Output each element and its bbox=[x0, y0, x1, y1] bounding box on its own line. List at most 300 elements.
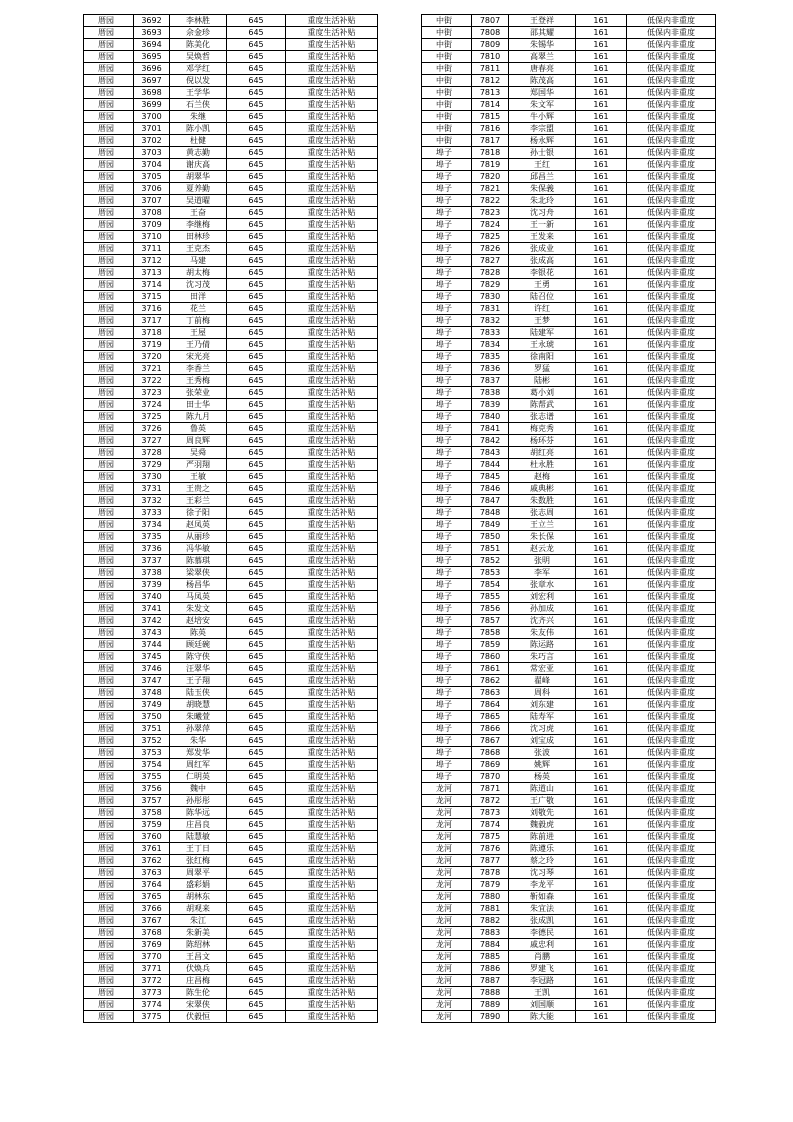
table-row bbox=[422, 615, 716, 627]
name-cell: 王乃倩 bbox=[170, 339, 227, 351]
name-cell: 陈帮武 bbox=[509, 399, 576, 411]
table-row bbox=[84, 843, 378, 855]
amount-cell: 161 bbox=[576, 111, 627, 123]
table-row bbox=[422, 111, 716, 123]
name-cell: 周良辉 bbox=[170, 435, 227, 447]
type-cell: 低保内非重度 bbox=[627, 435, 716, 447]
name-cell: 赵云龙 bbox=[509, 543, 576, 555]
town-cell: 埠子 bbox=[422, 183, 472, 195]
id-cell: 7874 bbox=[472, 819, 509, 831]
table-row bbox=[422, 375, 716, 387]
id-cell: 7880 bbox=[472, 891, 509, 903]
town-cell: 埠子 bbox=[422, 495, 472, 507]
id-cell: 7875 bbox=[472, 831, 509, 843]
amount-cell: 161 bbox=[576, 867, 627, 879]
town-cell: 龙河 bbox=[422, 795, 472, 807]
name-cell: 杨永辉 bbox=[509, 135, 576, 147]
id-cell: 7866 bbox=[472, 723, 509, 735]
name-cell: 梁翠侠 bbox=[170, 567, 227, 579]
id-cell: 3712 bbox=[134, 255, 170, 267]
table-row bbox=[422, 579, 716, 591]
table-row bbox=[84, 351, 378, 363]
type-cell: 重度生活补贴 bbox=[286, 579, 378, 591]
id-cell: 3747 bbox=[134, 675, 170, 687]
table-row bbox=[422, 627, 716, 639]
type-cell: 低保内非重度 bbox=[627, 939, 716, 951]
id-cell: 3728 bbox=[134, 447, 170, 459]
table-row bbox=[422, 591, 716, 603]
name-cell: 陆彬 bbox=[509, 375, 576, 387]
amount-cell: 161 bbox=[576, 855, 627, 867]
table-row bbox=[422, 711, 716, 723]
type-cell: 重度生活补贴 bbox=[286, 147, 378, 159]
table-row bbox=[422, 543, 716, 555]
table-row bbox=[422, 399, 716, 411]
table-row bbox=[422, 891, 716, 903]
table-row bbox=[84, 315, 378, 327]
type-cell: 重度生活补贴 bbox=[286, 495, 378, 507]
table-row bbox=[422, 435, 716, 447]
name-cell: 陆建军 bbox=[509, 327, 576, 339]
id-cell: 3738 bbox=[134, 567, 170, 579]
id-cell: 7854 bbox=[472, 579, 509, 591]
type-cell: 低保内非重度 bbox=[627, 63, 716, 75]
town-cell: 埠子 bbox=[422, 351, 472, 363]
amount-cell: 645 bbox=[227, 207, 286, 219]
type-cell: 低保内非重度 bbox=[627, 963, 716, 975]
name-cell: 张波 bbox=[509, 747, 576, 759]
town-cell: 厝园 bbox=[84, 915, 134, 927]
type-cell: 重度生活补贴 bbox=[286, 867, 378, 879]
amount-cell: 645 bbox=[227, 495, 286, 507]
id-cell: 7808 bbox=[472, 27, 509, 39]
table-row bbox=[84, 195, 378, 207]
id-cell: 7842 bbox=[472, 435, 509, 447]
id-cell: 7818 bbox=[472, 147, 509, 159]
type-cell: 重度生活补贴 bbox=[286, 507, 378, 519]
table-row bbox=[84, 891, 378, 903]
name-cell: 王克杰 bbox=[170, 243, 227, 255]
table-row bbox=[422, 783, 716, 795]
name-cell: 谢庆高 bbox=[170, 159, 227, 171]
town-cell: 埠子 bbox=[422, 363, 472, 375]
id-cell: 3717 bbox=[134, 315, 170, 327]
name-cell: 王永琥 bbox=[509, 339, 576, 351]
type-cell: 重度生活补贴 bbox=[286, 747, 378, 759]
amount-cell: 161 bbox=[576, 279, 627, 291]
table-row bbox=[422, 795, 716, 807]
type-cell: 重度生活补贴 bbox=[286, 699, 378, 711]
table-row bbox=[422, 735, 716, 747]
id-cell: 7852 bbox=[472, 555, 509, 567]
table-row bbox=[84, 735, 378, 747]
id-cell: 7828 bbox=[472, 267, 509, 279]
id-cell: 7813 bbox=[472, 87, 509, 99]
table-row bbox=[84, 135, 378, 147]
table-row bbox=[422, 279, 716, 291]
type-cell: 重度生活补贴 bbox=[286, 939, 378, 951]
type-cell: 重度生活补贴 bbox=[286, 303, 378, 315]
town-cell: 厝园 bbox=[84, 447, 134, 459]
type-cell: 重度生活补贴 bbox=[286, 39, 378, 51]
table-row bbox=[422, 87, 716, 99]
type-cell: 重度生活补贴 bbox=[286, 399, 378, 411]
amount-cell: 645 bbox=[227, 747, 286, 759]
amount-cell: 645 bbox=[227, 699, 286, 711]
type-cell: 重度生活补贴 bbox=[286, 903, 378, 915]
name-cell: 王勇 bbox=[509, 279, 576, 291]
amount-cell: 645 bbox=[227, 315, 286, 327]
name-cell: 李宗盟 bbox=[509, 123, 576, 135]
town-cell: 埠子 bbox=[422, 651, 472, 663]
town-cell: 厝园 bbox=[84, 987, 134, 999]
amount-cell: 645 bbox=[227, 927, 286, 939]
amount-cell: 645 bbox=[227, 975, 286, 987]
id-cell: 7840 bbox=[472, 411, 509, 423]
amount-cell: 161 bbox=[576, 903, 627, 915]
type-cell: 低保内非重度 bbox=[627, 987, 716, 999]
town-cell: 中街 bbox=[422, 63, 472, 75]
town-cell: 中街 bbox=[422, 39, 472, 51]
town-cell: 中街 bbox=[422, 111, 472, 123]
id-cell: 7845 bbox=[472, 471, 509, 483]
town-cell: 埠子 bbox=[422, 483, 472, 495]
table-row bbox=[422, 759, 716, 771]
type-cell: 重度生活补贴 bbox=[286, 543, 378, 555]
town-cell: 埠子 bbox=[422, 579, 472, 591]
id-cell: 7883 bbox=[472, 927, 509, 939]
table-row bbox=[422, 519, 716, 531]
id-cell: 7831 bbox=[472, 303, 509, 315]
type-cell: 重度生活补贴 bbox=[286, 351, 378, 363]
id-cell: 3745 bbox=[134, 651, 170, 663]
amount-cell: 161 bbox=[576, 699, 627, 711]
amount-cell: 645 bbox=[227, 651, 286, 663]
type-cell: 重度生活补贴 bbox=[286, 795, 378, 807]
type-cell: 重度生活补贴 bbox=[286, 447, 378, 459]
town-cell: 厝园 bbox=[84, 399, 134, 411]
name-cell: 沈习舟 bbox=[509, 207, 576, 219]
amount-cell: 645 bbox=[227, 15, 286, 27]
id-cell: 3721 bbox=[134, 363, 170, 375]
type-cell: 低保内非重度 bbox=[627, 231, 716, 243]
name-cell: 张成业 bbox=[509, 243, 576, 255]
name-cell: 沈习茂 bbox=[170, 279, 227, 291]
type-cell: 低保内非重度 bbox=[627, 699, 716, 711]
type-cell: 低保内非重度 bbox=[627, 567, 716, 579]
amount-cell: 645 bbox=[227, 483, 286, 495]
name-cell: 张志周 bbox=[509, 507, 576, 519]
name-cell: 赵凤英 bbox=[170, 519, 227, 531]
table-row bbox=[84, 963, 378, 975]
town-cell: 埠子 bbox=[422, 255, 472, 267]
id-cell: 7823 bbox=[472, 207, 509, 219]
id-cell: 7861 bbox=[472, 663, 509, 675]
table-row bbox=[84, 927, 378, 939]
type-cell: 低保内非重度 bbox=[627, 759, 716, 771]
town-cell: 厝园 bbox=[84, 279, 134, 291]
name-cell: 邱昌兰 bbox=[509, 171, 576, 183]
id-cell: 3764 bbox=[134, 879, 170, 891]
amount-cell: 645 bbox=[227, 891, 286, 903]
name-cell: 朱文军 bbox=[509, 99, 576, 111]
amount-cell: 645 bbox=[227, 411, 286, 423]
amount-cell: 645 bbox=[227, 807, 286, 819]
town-cell: 厝园 bbox=[84, 555, 134, 567]
table-row bbox=[422, 183, 716, 195]
type-cell: 低保内非重度 bbox=[627, 519, 716, 531]
amount-cell: 161 bbox=[576, 975, 627, 987]
name-cell: 田林珍 bbox=[170, 231, 227, 243]
id-cell: 7857 bbox=[472, 615, 509, 627]
town-cell: 厝园 bbox=[84, 123, 134, 135]
table-row bbox=[422, 315, 716, 327]
amount-cell: 161 bbox=[576, 663, 627, 675]
type-cell: 低保内非重度 bbox=[627, 75, 716, 87]
table-row bbox=[84, 831, 378, 843]
id-cell: 3725 bbox=[134, 411, 170, 423]
type-cell: 低保内非重度 bbox=[627, 399, 716, 411]
amount-cell: 645 bbox=[227, 531, 286, 543]
type-cell: 低保内非重度 bbox=[627, 219, 716, 231]
town-cell: 厝园 bbox=[84, 171, 134, 183]
id-cell: 3708 bbox=[134, 207, 170, 219]
name-cell: 周红军 bbox=[170, 759, 227, 771]
id-cell: 7863 bbox=[472, 687, 509, 699]
table-row bbox=[84, 591, 378, 603]
amount-cell: 645 bbox=[227, 291, 286, 303]
type-cell: 低保内非重度 bbox=[627, 831, 716, 843]
table-row bbox=[422, 699, 716, 711]
type-cell: 低保内非重度 bbox=[627, 123, 716, 135]
type-cell: 低保内非重度 bbox=[627, 243, 716, 255]
amount-cell: 161 bbox=[576, 951, 627, 963]
id-cell: 3701 bbox=[134, 123, 170, 135]
id-cell: 7890 bbox=[472, 1011, 509, 1023]
name-cell: 王奋 bbox=[170, 207, 227, 219]
id-cell: 7838 bbox=[472, 387, 509, 399]
amount-cell: 161 bbox=[576, 831, 627, 843]
name-cell: 赵梅 bbox=[509, 471, 576, 483]
type-cell: 重度生活补贴 bbox=[286, 87, 378, 99]
name-cell: 高翠兰 bbox=[509, 51, 576, 63]
amount-cell: 161 bbox=[576, 63, 627, 75]
table-row bbox=[84, 363, 378, 375]
type-cell: 重度生活补贴 bbox=[286, 555, 378, 567]
amount-cell: 645 bbox=[227, 39, 286, 51]
amount-cell: 645 bbox=[227, 1011, 286, 1023]
type-cell: 重度生活补贴 bbox=[286, 891, 378, 903]
type-cell: 低保内非重度 bbox=[627, 147, 716, 159]
table-row bbox=[84, 15, 378, 27]
type-cell: 重度生活补贴 bbox=[286, 363, 378, 375]
name-cell: 李香兰 bbox=[170, 363, 227, 375]
table-row bbox=[422, 39, 716, 51]
name-cell: 邵其耀 bbox=[509, 27, 576, 39]
id-cell: 7849 bbox=[472, 519, 509, 531]
table-row bbox=[422, 195, 716, 207]
town-cell: 埠子 bbox=[422, 399, 472, 411]
name-cell: 赵培安 bbox=[170, 615, 227, 627]
type-cell: 重度生活补贴 bbox=[286, 687, 378, 699]
type-cell: 重度生活补贴 bbox=[286, 1011, 378, 1023]
name-cell: 王红 bbox=[509, 159, 576, 171]
id-cell: 7807 bbox=[472, 15, 509, 27]
table-row bbox=[84, 903, 378, 915]
type-cell: 重度生活补贴 bbox=[286, 51, 378, 63]
name-cell: 陈茂高 bbox=[509, 75, 576, 87]
table-row bbox=[84, 171, 378, 183]
id-cell: 3700 bbox=[134, 111, 170, 123]
id-cell: 7855 bbox=[472, 591, 509, 603]
type-cell: 重度生活补贴 bbox=[286, 279, 378, 291]
town-cell: 埠子 bbox=[422, 471, 472, 483]
amount-cell: 161 bbox=[576, 75, 627, 87]
town-cell: 厝园 bbox=[84, 303, 134, 315]
table-row bbox=[422, 555, 716, 567]
town-cell: 埠子 bbox=[422, 711, 472, 723]
name-cell: 刘国顺 bbox=[509, 999, 576, 1011]
table-row bbox=[422, 855, 716, 867]
name-cell: 陈小凯 bbox=[170, 123, 227, 135]
name-cell: 沈齐兴 bbox=[509, 615, 576, 627]
id-cell: 7888 bbox=[472, 987, 509, 999]
name-cell: 张成高 bbox=[509, 255, 576, 267]
id-cell: 3730 bbox=[134, 471, 170, 483]
town-cell: 中街 bbox=[422, 123, 472, 135]
id-cell: 3770 bbox=[134, 951, 170, 963]
town-cell: 厝园 bbox=[84, 951, 134, 963]
town-cell: 埠子 bbox=[422, 159, 472, 171]
amount-cell: 645 bbox=[227, 603, 286, 615]
id-cell: 7821 bbox=[472, 183, 509, 195]
town-cell: 埠子 bbox=[422, 279, 472, 291]
type-cell: 重度生活补贴 bbox=[286, 267, 378, 279]
id-cell: 7815 bbox=[472, 111, 509, 123]
id-cell: 7809 bbox=[472, 39, 509, 51]
type-cell: 低保内非重度 bbox=[627, 387, 716, 399]
amount-cell: 645 bbox=[227, 219, 286, 231]
type-cell: 低保内非重度 bbox=[627, 795, 716, 807]
town-cell: 龙河 bbox=[422, 867, 472, 879]
name-cell: 李银花 bbox=[509, 267, 576, 279]
type-cell: 低保内非重度 bbox=[627, 627, 716, 639]
table-row bbox=[422, 939, 716, 951]
id-cell: 3744 bbox=[134, 639, 170, 651]
town-cell: 龙河 bbox=[422, 975, 472, 987]
id-cell: 3769 bbox=[134, 939, 170, 951]
type-cell: 低保内非重度 bbox=[627, 375, 716, 387]
id-cell: 3727 bbox=[134, 435, 170, 447]
id-cell: 7858 bbox=[472, 627, 509, 639]
id-cell: 7878 bbox=[472, 867, 509, 879]
name-cell: 王立兰 bbox=[509, 519, 576, 531]
name-cell: 王广敬 bbox=[509, 795, 576, 807]
id-cell: 7848 bbox=[472, 507, 509, 519]
table-row bbox=[84, 207, 378, 219]
type-cell: 重度生活补贴 bbox=[286, 663, 378, 675]
amount-cell: 161 bbox=[576, 423, 627, 435]
town-cell: 厝园 bbox=[84, 615, 134, 627]
amount-cell: 161 bbox=[576, 999, 627, 1011]
table-row bbox=[422, 723, 716, 735]
amount-cell: 645 bbox=[227, 759, 286, 771]
name-cell: 马建 bbox=[170, 255, 227, 267]
id-cell: 7869 bbox=[472, 759, 509, 771]
id-cell: 7839 bbox=[472, 399, 509, 411]
type-cell: 低保内非重度 bbox=[627, 771, 716, 783]
type-cell: 低保内非重度 bbox=[627, 447, 716, 459]
name-cell: 朱新美 bbox=[170, 927, 227, 939]
town-cell: 埠子 bbox=[422, 387, 472, 399]
type-cell: 重度生活补贴 bbox=[286, 411, 378, 423]
left-table bbox=[83, 14, 378, 1023]
amount-cell: 645 bbox=[227, 87, 286, 99]
name-cell: 陆玉侠 bbox=[170, 687, 227, 699]
table-row bbox=[84, 327, 378, 339]
amount-cell: 161 bbox=[576, 915, 627, 927]
table-row bbox=[422, 447, 716, 459]
amount-cell: 645 bbox=[227, 507, 286, 519]
id-cell: 3775 bbox=[134, 1011, 170, 1023]
id-cell: 7853 bbox=[472, 567, 509, 579]
town-cell: 厝园 bbox=[84, 231, 134, 243]
table-row bbox=[84, 999, 378, 1011]
name-cell: 吴道曜 bbox=[170, 195, 227, 207]
type-cell: 低保内非重度 bbox=[627, 855, 716, 867]
amount-cell: 161 bbox=[576, 219, 627, 231]
town-cell: 中街 bbox=[422, 51, 472, 63]
table-row bbox=[422, 75, 716, 87]
table-row bbox=[84, 627, 378, 639]
type-cell: 重度生活补贴 bbox=[286, 735, 378, 747]
name-cell: 马凤英 bbox=[170, 591, 227, 603]
id-cell: 3698 bbox=[134, 87, 170, 99]
name-cell: 朱宜法 bbox=[509, 903, 576, 915]
table-row bbox=[84, 339, 378, 351]
id-cell: 7816 bbox=[472, 123, 509, 135]
town-cell: 埠子 bbox=[422, 219, 472, 231]
name-cell: 朱继 bbox=[170, 111, 227, 123]
amount-cell: 161 bbox=[576, 711, 627, 723]
amount-cell: 645 bbox=[227, 555, 286, 567]
town-cell: 厝园 bbox=[84, 519, 134, 531]
town-cell: 厝园 bbox=[84, 63, 134, 75]
town-cell: 埠子 bbox=[422, 615, 472, 627]
town-cell: 龙河 bbox=[422, 891, 472, 903]
town-cell: 龙河 bbox=[422, 879, 472, 891]
town-cell: 厝园 bbox=[84, 747, 134, 759]
id-cell: 3741 bbox=[134, 603, 170, 615]
id-cell: 7877 bbox=[472, 855, 509, 867]
name-cell: 李军 bbox=[509, 567, 576, 579]
name-cell: 胡晓慧 bbox=[170, 699, 227, 711]
id-cell: 3720 bbox=[134, 351, 170, 363]
type-cell: 低保内非重度 bbox=[627, 1011, 716, 1023]
amount-cell: 161 bbox=[576, 939, 627, 951]
id-cell: 3723 bbox=[134, 387, 170, 399]
town-cell: 埠子 bbox=[422, 267, 472, 279]
town-cell: 厝园 bbox=[84, 675, 134, 687]
table-row bbox=[422, 603, 716, 615]
id-cell: 3706 bbox=[134, 183, 170, 195]
amount-cell: 645 bbox=[227, 423, 286, 435]
id-cell: 7829 bbox=[472, 279, 509, 291]
town-cell: 厝园 bbox=[84, 999, 134, 1011]
town-cell: 厝园 bbox=[84, 903, 134, 915]
id-cell: 7862 bbox=[472, 675, 509, 687]
id-cell: 7830 bbox=[472, 291, 509, 303]
